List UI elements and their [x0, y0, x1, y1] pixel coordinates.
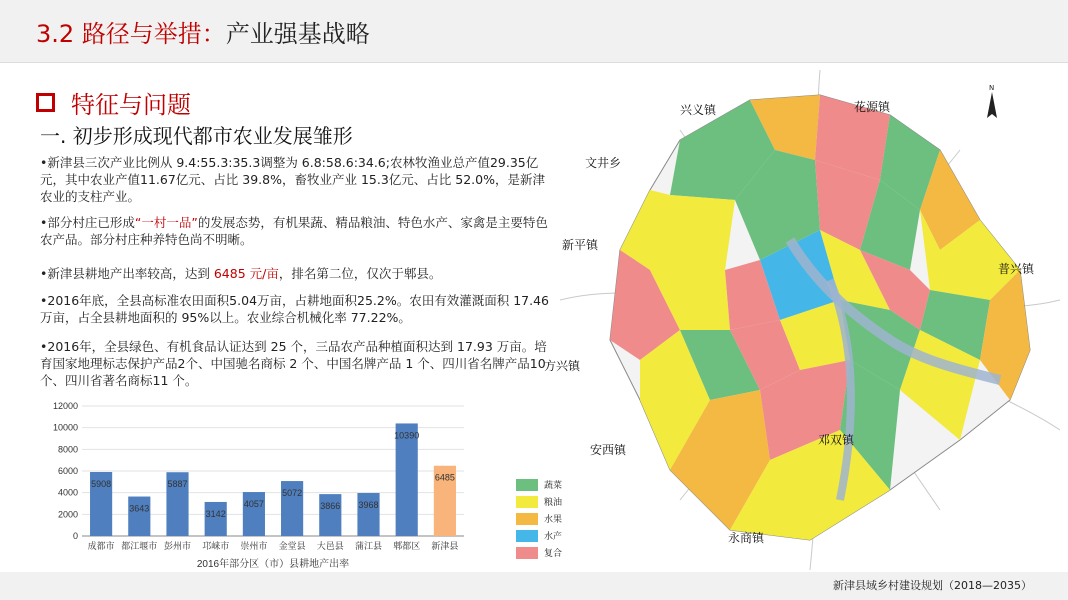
data-label: 6485 — [434, 472, 455, 483]
x-tick-label: 蒲江县 — [354, 541, 383, 551]
legend-swatch — [516, 496, 538, 508]
data-label: 5072 — [282, 488, 303, 499]
footer-text: 新津县域乡村建设规划（2018—2035） — [833, 579, 1032, 592]
data-label: 10390 — [394, 430, 420, 441]
legend-swatch — [516, 479, 538, 491]
town-label: 方兴镇 — [544, 359, 581, 373]
town-label: 安西镇 — [590, 443, 627, 457]
x-tick-label: 金堂县 — [278, 541, 306, 551]
data-label: 5887 — [167, 479, 188, 490]
y-tick-label: 0 — [72, 531, 78, 541]
data-label: 5908 — [91, 478, 112, 489]
compass-icon — [987, 84, 997, 118]
bar — [128, 497, 150, 536]
chart-title: 2016年部分区（市）县耕地产出率 — [196, 559, 350, 570]
y-tick-label: 6000 — [57, 466, 78, 476]
county-map — [560, 70, 1060, 570]
town-label: 永商镇 — [728, 531, 765, 545]
x-tick-label: 邛崃市 — [202, 541, 230, 551]
section-heading — [36, 85, 191, 120]
x-tick-label: 彭州市 — [163, 541, 192, 551]
data-label: 4057 — [243, 499, 264, 510]
legend-swatch — [516, 513, 538, 525]
legend-item: 蔬菜 — [516, 476, 562, 493]
x-tick-label: 大邑县 — [316, 541, 344, 551]
x-tick-label: 都江堰市 — [121, 541, 158, 551]
town-label: 文井乡 — [585, 156, 622, 170]
bullet-3: •新津县耕地产出率较高，达到 6485 元/亩，排名第二位，仅次于郫县。 — [40, 266, 442, 281]
bullet-5: •2016年，全县绿色、有机食品认证达到 25 个，三品农产品种植面积达到 17.93 万亩。培育国家地理标志保护产品2个、中国驰名商标 2 个、中国名牌产品 1 个、四川省名牌产品10 个、四川省著名商标11 个。 — [40, 339, 547, 388]
legend-item: 粮油 — [516, 493, 562, 510]
legend-item: 水果 — [516, 510, 562, 527]
y-tick-label: 8000 — [57, 444, 78, 455]
square-bullet-icon — [36, 93, 55, 112]
town-label: 兴义镇 — [680, 103, 717, 117]
svg-text:N: N — [989, 84, 995, 92]
y-tick-label: 4000 — [57, 487, 78, 498]
legend-item: 复合 — [516, 544, 562, 561]
x-tick-label: 新津县 — [431, 541, 459, 551]
town-label: 邓双镇 — [818, 433, 855, 447]
legend-swatch — [516, 530, 538, 542]
map-legend — [516, 476, 562, 561]
data-label: 3643 — [129, 503, 150, 514]
legend-swatch — [516, 547, 538, 559]
x-tick-label: 崇州市 — [240, 541, 268, 551]
x-tick-label: 郫都区 — [393, 541, 421, 551]
bar — [205, 502, 227, 536]
section-title: 特征与问题 — [71, 91, 191, 119]
bar-chart — [44, 398, 474, 570]
y-tick-label: 2000 — [57, 509, 78, 520]
page-title: 3.2 路径与举措：产业强基战略 — [36, 20, 370, 48]
data-label: 3142 — [205, 508, 226, 519]
bullet-1: •新津县三次产业比例从 9.4:55.3:35.3调整为 6.8:58.6:34.6;农林牧渔业总产值29.35亿元，其中农业产值11.67亿元、占比 39.8%，畜牧业产业 15.3亿元、占比 52.0%，是新津农业的支柱产业。 — [40, 155, 545, 204]
legend-item: 水产 — [516, 527, 562, 544]
subheading: 一. 初步形成现代都市农业发展雏形 — [40, 124, 353, 148]
town-label: 花源镇 — [854, 100, 891, 114]
bullet-2: •部分村庄已形成“一村一品”的发展态势，有机果蔬、精品粮油、特色水产、家禽是主要特色农产品。部分村庄种养特色尚不明晰。 — [40, 215, 548, 247]
bullet-4: •2016年底，全县高标准农田面积5.04万亩，占耕地面积25.2%。农田有效灌溉面积 17.46 万亩，占全县耕地面积的 95%以上。农业综合机械化率 77.22%。 — [40, 293, 549, 325]
town-label: 新平镇 — [562, 238, 599, 252]
data-label: 3968 — [358, 500, 379, 511]
town-label: 普兴镇 — [998, 262, 1035, 276]
y-tick-label: 10000 — [52, 422, 78, 433]
data-label: 3866 — [320, 501, 341, 512]
y-tick-label: 12000 — [52, 401, 78, 411]
x-tick-label: 成都市 — [87, 541, 115, 551]
